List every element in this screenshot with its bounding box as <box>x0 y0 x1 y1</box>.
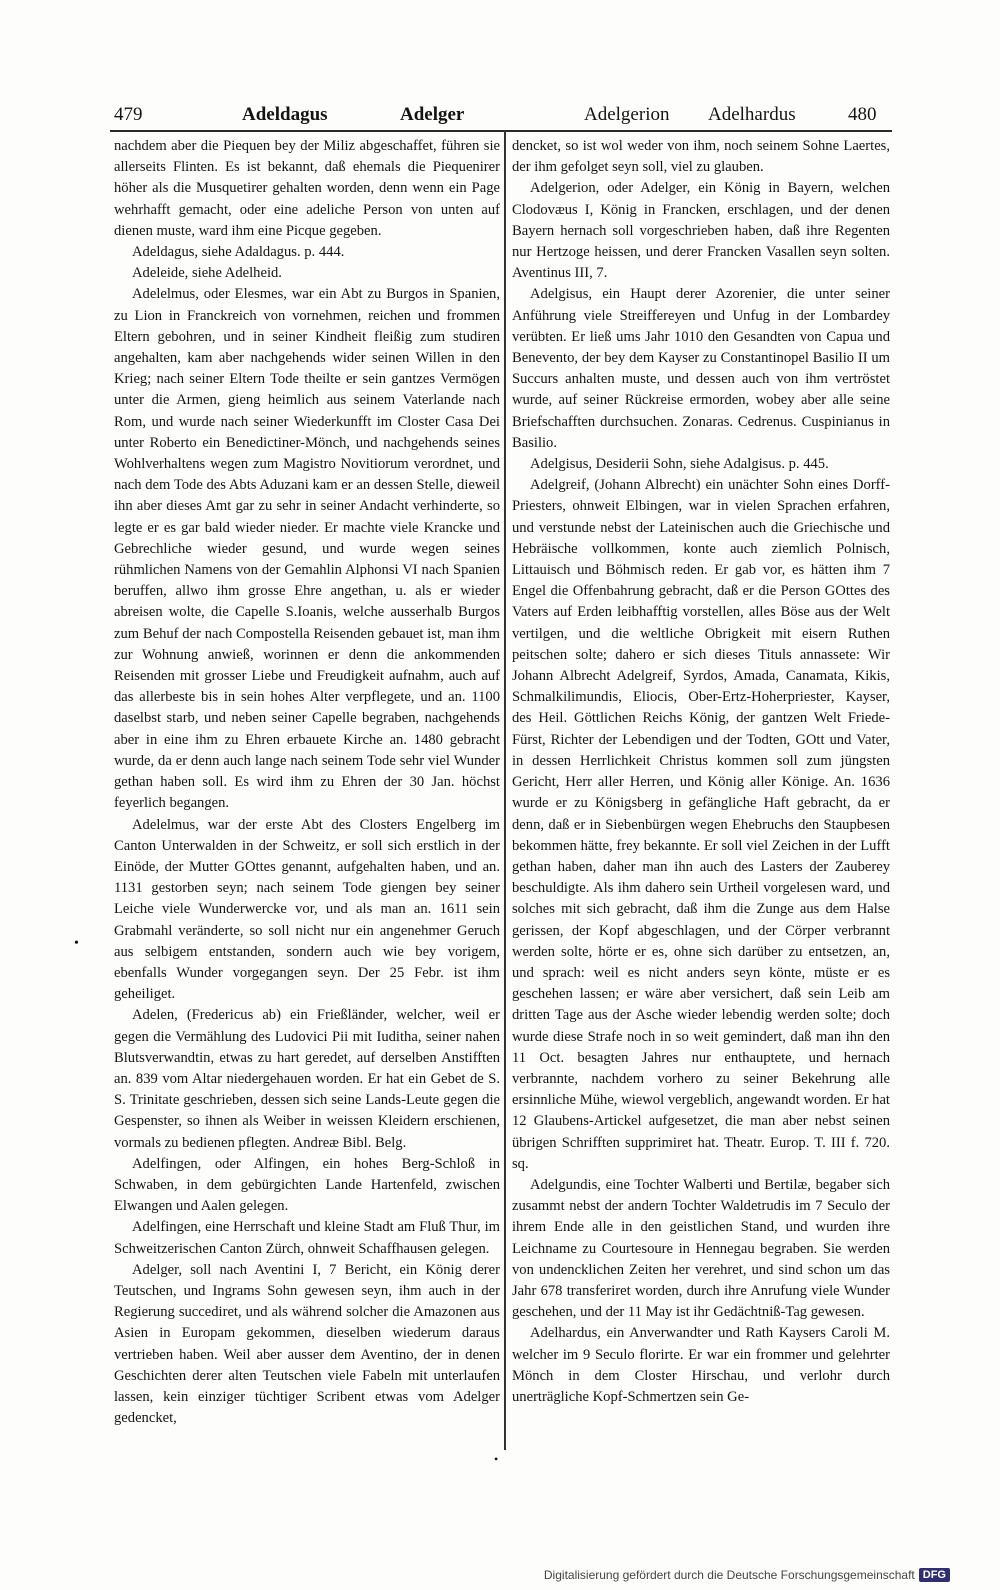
right-paragraph: Adelgundis, eine Tochter Walberti und Bertilæ, begaber sich zusammt nebst der andern Tochter Waldetrudis im 7 Seculo der ihrem Ende alle in den geistlichen Stand, und wurden ihre Leichname zu Courtesoure in Hennegau begraben. Sie werden von undencklichen Zeiten her verehret, und sind schon um das Jahr 678 transferiret worden, durch ihre Anrufung viele Wunder geschehen, und der 11 May ist ihr Gedächtniß-Tag gewesen. <box>512 1176 890 1321</box>
left-column <box>114 136 500 1446</box>
right-paragraph: Adelgreif, (Johann Albrecht) ein unächter Sohn eines Dorff-Priesters, ohnweit Elbingen, war in vielen Sprachen erfahren, und verstunde nebst der Lateinischen auch die Griechische und Hebräische vollkommen, konte auch ziemlich Polnisch, Littauisch und Böhmisch reden. Er gab vor, es hätten ihm 7 Engel die Offenbahrung gebracht, daß er die Person GOttes des Vaters auf Erden leibhafftig vorstellen, alles Böse aus der Welt vertilgen, und die weltliche Obrigkeit mit eisern Ruthen peitschen solte; dahero er sich dieses Tituls annassete: Wir Johann Albrecht Adelgreif, Syrdos, Amada, Canamata, Kikis, Schmalkilimundis, Eliocis, Ober-Ertz-Hoherpriester, Kayser, des Heil. Göttlichen Reichs König, der gantzen Welt Friede-Fürst, Richter der Lebendigen und der Todten, GOtt und Vater, in dessen Herrlichkeit Christus kommen soll zum jüngsten Gericht, Herr aller Herren, und König aller Könige. An. 1636 wurde er zu Königsberg in gefängliche Haft gebracht, da er denn, daß er in Siebenbürgen wegen Ehebruchs den Staupbesen bekommen hätte, frey bekannte. Er soll viel Zeichen in der Lufft gethan haben, daher man ihn auch des Lasters der Zauberey beschuldigte. Als ihm dahero sein Urtheil vorgelesen ward, und solches mit sich gebracht, daß ihm die Zunge aus dem Halse gerissen, der Kopf abgeschlagen, und der Cörper verbrannt werden solte, hörte er es, ohne sich darüber zu entsetzen, an, und sprach: weil es nicht anders seyn könte, müste er es geschehen lassen; er wäre aber versichert, daß sein Leib am dritten Tage aus der Asche wieder lebendig werden solte; doch wurde diese Strafe noch in so weit gemindert, daß man ihn den 11 Oct. besagten Jahres nur enthauptete, und hernach verbrannte, nachdem vorhero zu seiner Bekehrung alle ersinnliche Mühe, wiewol vergeblich, angewandt worden. Er hat 12 Glaubens-Artickel aufgesetzet, die man aber nebst seinen übrigen Schrifften supprimiret hat. Theatr. Europ. T. III f. 720. sq. <box>512 477 890 1172</box>
left-paragraph: Adelen, (Fredericus ab) ein Frießländer, welcher, weil er gegen die Vermählung des Ludovici Pii mit Iuditha, seiner nahen Blutsverwandtin, etwas zu hart geredet, auf derselben Anstifften an. 839 vom Altar niedergehauen worden. Er hat ein Gebet de S. S. Trinitate geschrieben, dessen sich seine Lands-Leute gegen die Gespenster, so ihnen als Weiber in weissen Kleidern erschienen, vormals zu bedienen pflegten. Andreæ Bibl. Belg. <box>114 1007 500 1151</box>
left-paragraph: Adelger, soll nach Aventini I, 7 Bericht, ein König derer Teutschen, und Ingrams Sohn gewesen seyn, ihm auch in der Regierung succediret, und als während solcher die Amazonen aus Asien in Europam gekommen, dieselben wiederum daraus vertrieben haben. Weil aber ausser dem Aventino, der in denen Geschichten derer alten Teutschen viele Fabeln mit unterlaufen lassen, kein einziger tüchtiger Scribent etwas vom Adelger gedencket, <box>114 1261 500 1427</box>
dfg-logo: DFG <box>919 1568 950 1582</box>
left-paragraph: Adeleide, siehe Adelheid. <box>132 265 282 282</box>
middle-catchword-right: Adelgerion <box>584 104 670 125</box>
left-paragraph: nachdem aber die Piequen bey der Miliz abgeschaffet, führen sie allerseits Flinten. Es ist bekannt, daß ehemals die Piequenirer höher als die Musquetirer gehalten worden, denn wenn ein Page wehrhafft gemacht, oder eine adeliche Person von unten auf dienen muste, ward ihm eine Picque gegeben. <box>114 138 500 239</box>
right-paragraph: Adelhardus, ein Anverwandter und Rath Kaysers Caroli M. welcher im 9 Seculo florirte. Er war ein frommer und gelehrter Mönch in dem Closter Hirschau, und verlohr durch unerträgliche Kopf-Schmertzen sein Ge- <box>512 1325 890 1405</box>
right-paragraph: Adelgisus, ein Haupt derer Azorenier, die unter seiner Anführung viele Streiffereyen und Unfug in der Lombardey verübten. Er ließ ums Jahr 1010 den Gesandten von Capua und Benevento, der bey dem Kayser zu Constantinopel Basilio II um Succurs anhalten muste, und dessen auch von ihm vertröstet wurde, auf seiner Rückreise ermorden, wobey aber alle seine Briefschafften durchsuchen. Zonaras. Cedrenus. Cuspinianus in Basilio. <box>512 286 890 451</box>
digitization-footer <box>544 1568 950 1582</box>
right-paragraph: dencket, so ist wol weder von ihm, noch seinem Sohne Laertes, der ihm gefolget seyn soll, viel zu glauben. <box>512 138 890 176</box>
header-rule <box>110 130 892 132</box>
left-paragraph: Adelelmus, oder Elesmes, war ein Abt zu Burgos in Spanien, zu Lion in Franckreich von vornehmen, reichen und frommen Eltern gebohren, und in seiner Kindheit fleißig zum studiren angehalten, kam aber nachgehends wider seinen Willen in den Krieg; nach seiner Eltern Tode theilte er sein gantzes Vermögen unter die Armen, gieng heimlich aus seinem Vaterlande nach Rom, und wurde nach seiner Wiederkunfft im Closter Casa Dei unter Roberto ein Benedictiner-Mönch, und nachgehends seines Wohlverhaltens wegen zum Magistro Novitiorum verordnet, und nach dem Tode des Abts Aduzani kam er an dessen Stelle, dieweil ihn aber dieses Amt gar zu sehr in seiner Andacht verhinderte, so legte er es gar bald wieder nieder. Er machte viele Krancke und Gebrechliche wieder gesund, und wurde wegen seines rühmlichen Namens von der Gemahlin Alphonsi VI nach Spanien beruffen, allwo ihm grosse Ehre angethan, u. als er wieder abreisen wolte, die Capelle S.Ioanis, welche ausserhalb Burgos zum Behuf der nach Compostella Reisenden gebauet ist, man ihm zur Wohnung anwieß, worinnen er denn die ankommenden Reisenden mit grosser Liebe und Freudigkeit aufnahm, auch auf das allerbeste bis in sein hohes Alter verpflegete, und an. 1100 daselbst starb, und neben seiner Capelle begraben, nachgehends aber in eine ihm zu Ehren erbauete Kirche an. 1480 gebracht wurde, da er denn auch lange nach seinem Tode sehr viel Wunder gethan haben soll. Es wird ihm zu Ehren der 30 Jan. höchst feyerlich begangen. <box>114 286 500 812</box>
bottom-bullet: • <box>494 1452 499 1466</box>
margin-bullet: • <box>74 936 79 951</box>
left-page-number: 479 <box>114 104 143 125</box>
left-paragraph: Adelfingen, eine Herrschaft und kleine Stadt am Fluß Thur, im Schweitzerischen Canton Zürch, ohnweit Schaffhausen gelegen. <box>114 1219 500 1257</box>
running-header <box>110 100 890 130</box>
right-catchword: Adelhardus <box>708 104 796 125</box>
left-paragraph: Adelelmus, war der erste Abt des Closters Engelberg im Canton Unterwalden in der Schweitz, er soll sich erstlich in der Einöde, der Mutter GOttes genannt, aufgehalten haben, und an. 1131 gestorben seyn; nach seinem Tode giengen bey seiner Leiche viele Wunderwercke vor, und als man an. 1611 sein Grabmahl veränderte, so soll nicht nur ein angenehmer Geruch aus selbigem entstanden, sondern auch wie bey vorigem, ebenfalls Wunder vorgegangen seyn. Der 25 Febr. ist ihm geheiliget. <box>114 816 500 1003</box>
middle-catchword-left: Adelger <box>400 104 465 125</box>
column-divider <box>504 130 506 1450</box>
right-paragraph: Adelgisus, Desiderii Sohn, siehe Adalgisus. p. 445. <box>530 456 829 473</box>
left-catchword: Adeldagus <box>242 104 328 125</box>
right-paragraph: Adelgerion, oder Adelger, ein König in Bayern, welchen Clodovæus I, König in Francken, erschlagen, und der denen Bayern hernach soll vorgeschrieben haben, daß ihre Regenten nur Hertzoge heissen, und derer Francken Vasallen seyn solten. Aventinus III, 7. <box>512 180 890 282</box>
left-paragraph: Adelfingen, oder Alfingen, ein hohes Berg-Schloß in Schwaben, in dem gebürgichten Lande Hartenfeld, zwischen Elwangen und Aalen gelegen. <box>114 1155 500 1215</box>
footer-text: Digitalisierung gefördert durch die Deutsche Forschungsgemeinschaft <box>543 1568 915 1582</box>
right-page-number: 480 <box>848 104 877 125</box>
left-paragraph: Adeldagus, siehe Adaldagus. p. 444. <box>132 244 345 261</box>
right-column <box>512 136 890 1446</box>
